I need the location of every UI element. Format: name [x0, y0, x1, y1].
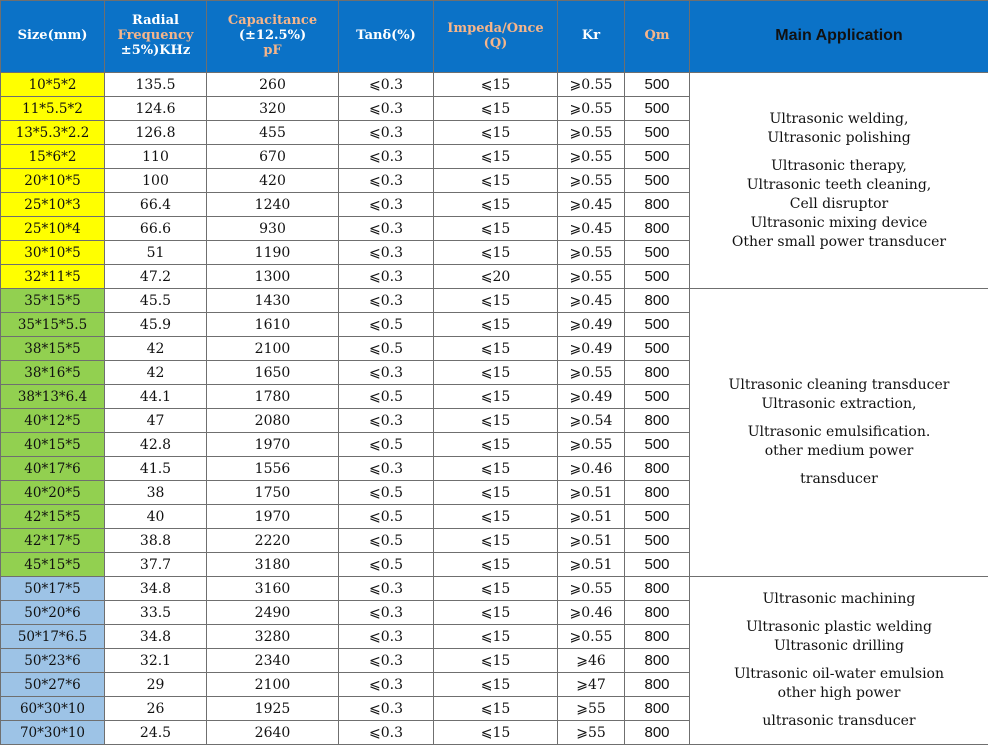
cell-cap: 1750: [207, 481, 339, 505]
application-spacer: [696, 703, 982, 712]
application-line: Ultrasonic cleaning transducer: [696, 376, 982, 395]
cell-kr: ⩾0.55: [558, 73, 625, 97]
cell-tan: ⩽0.3: [339, 601, 434, 625]
cell-size: 10*5*2: [1, 73, 105, 97]
cell-size: 50*23*6: [1, 649, 105, 673]
cell-cap: 1780: [207, 385, 339, 409]
cell-qm: 500: [625, 265, 690, 289]
cell-freq: 37.7: [105, 553, 207, 577]
cell-size: 45*15*5: [1, 553, 105, 577]
cell-cap: 2640: [207, 721, 339, 745]
cell-size: 50*27*6: [1, 673, 105, 697]
cell-tan: ⩽0.3: [339, 673, 434, 697]
cell-tan: ⩽0.5: [339, 385, 434, 409]
cell-kr: ⩾0.45: [558, 217, 625, 241]
cell-qm: 800: [625, 193, 690, 217]
cell-freq: 45.5: [105, 289, 207, 313]
cell-tan: ⩽0.3: [339, 265, 434, 289]
cell-size: 38*16*5: [1, 361, 105, 385]
cell-size: 35*15*5.5: [1, 313, 105, 337]
cell-imp: ⩽15: [434, 217, 558, 241]
cell-freq: 40: [105, 505, 207, 529]
cell-kr: ⩾0.51: [558, 529, 625, 553]
cell-kr: ⩾0.51: [558, 481, 625, 505]
application-cell: [690, 289, 988, 577]
cell-imp: ⩽15: [434, 193, 558, 217]
application-line: Ultrasonic machining: [696, 590, 982, 609]
cell-imp: ⩽15: [434, 601, 558, 625]
cell-tan: ⩽0.3: [339, 289, 434, 313]
cell-tan: ⩽0.3: [339, 145, 434, 169]
cell-tan: ⩽0.3: [339, 169, 434, 193]
header-row: [1, 1, 988, 73]
cell-tan: ⩽0.5: [339, 433, 434, 457]
cell-imp: ⩽15: [434, 649, 558, 673]
header-main-application: Main Application: [690, 1, 988, 73]
cell-kr: ⩾0.55: [558, 265, 625, 289]
cell-kr: ⩾0.55: [558, 241, 625, 265]
cell-size: 25*10*4: [1, 217, 105, 241]
cell-freq: 66.4: [105, 193, 207, 217]
cell-freq: 38.8: [105, 529, 207, 553]
cell-imp: ⩽15: [434, 577, 558, 601]
cell-tan: ⩽0.3: [339, 241, 434, 265]
cell-cap: 2100: [207, 673, 339, 697]
cell-kr: ⩾0.49: [558, 313, 625, 337]
cell-freq: 47.2: [105, 265, 207, 289]
cell-tan: ⩽0.3: [339, 721, 434, 745]
cell-size: 42*17*5: [1, 529, 105, 553]
header-impedance: [434, 1, 558, 73]
cell-tan: ⩽0.3: [339, 121, 434, 145]
cell-qm: 500: [625, 529, 690, 553]
application-spacer: [696, 656, 982, 665]
application-spacer: [696, 609, 982, 618]
cell-cap: 1650: [207, 361, 339, 385]
cell-cap: 1240: [207, 193, 339, 217]
cell-kr: ⩾0.51: [558, 505, 625, 529]
cell-freq: 38: [105, 481, 207, 505]
header-impedance-line2: (Q): [434, 37, 557, 52]
cell-cap: 2100: [207, 337, 339, 361]
cell-kr: ⩾0.55: [558, 625, 625, 649]
cell-cap: 670: [207, 145, 339, 169]
cell-tan: ⩽0.3: [339, 97, 434, 121]
cell-kr: ⩾0.46: [558, 601, 625, 625]
cell-size: 38*15*5: [1, 337, 105, 361]
cell-tan: ⩽0.5: [339, 529, 434, 553]
cell-qm: 500: [625, 145, 690, 169]
cell-freq: 100: [105, 169, 207, 193]
cell-imp: ⩽15: [434, 385, 558, 409]
cell-size: 40*17*6: [1, 457, 105, 481]
cell-tan: ⩽0.5: [339, 553, 434, 577]
cell-imp: ⩽15: [434, 313, 558, 337]
cell-kr: ⩾0.55: [558, 361, 625, 385]
application-spacer: [696, 148, 982, 157]
cell-cap: 1970: [207, 433, 339, 457]
cell-qm: 500: [625, 241, 690, 265]
cell-cap: 1610: [207, 313, 339, 337]
cell-freq: 42: [105, 337, 207, 361]
cell-size: 20*10*5: [1, 169, 105, 193]
application-line: Ultrasonic mixing device: [696, 214, 982, 233]
cell-cap: 3160: [207, 577, 339, 601]
table-row: [1, 577, 988, 601]
table-row: [1, 73, 988, 97]
cell-imp: ⩽15: [434, 169, 558, 193]
header-capacitance-line2: (±12.5%): [207, 29, 338, 44]
cell-kr: ⩾55: [558, 697, 625, 721]
cell-size: 13*5.3*2.2: [1, 121, 105, 145]
application-line: Ultrasonic extraction,: [696, 395, 982, 414]
header-frequency-line1: Radial: [105, 14, 206, 29]
cell-qm: 800: [625, 625, 690, 649]
cell-tan: ⩽0.5: [339, 337, 434, 361]
cell-cap: 455: [207, 121, 339, 145]
cell-freq: 34.8: [105, 577, 207, 601]
cell-size: 15*6*2: [1, 145, 105, 169]
cell-qm: 800: [625, 577, 690, 601]
application-line: Ultrasonic teeth cleaning,: [696, 176, 982, 195]
cell-tan: ⩽0.5: [339, 481, 434, 505]
cell-kr: ⩾0.45: [558, 193, 625, 217]
application-line: Ultrasonic welding,: [696, 110, 982, 129]
cell-freq: 42: [105, 361, 207, 385]
cell-kr: ⩾0.51: [558, 553, 625, 577]
cell-qm: 800: [625, 673, 690, 697]
cell-kr: ⩾0.55: [558, 577, 625, 601]
cell-qm: 800: [625, 649, 690, 673]
cell-qm: 800: [625, 361, 690, 385]
cell-qm: 500: [625, 313, 690, 337]
application-line: Ultrasonic oil-water emulsion: [696, 665, 982, 684]
cell-kr: ⩾0.55: [558, 145, 625, 169]
cell-qm: 500: [625, 121, 690, 145]
cell-tan: ⩽0.3: [339, 361, 434, 385]
cell-imp: ⩽15: [434, 241, 558, 265]
cell-size: 38*13*6.4: [1, 385, 105, 409]
cell-kr: ⩾47: [558, 673, 625, 697]
cell-imp: ⩽15: [434, 697, 558, 721]
cell-kr: ⩾55: [558, 721, 625, 745]
cell-freq: 135.5: [105, 73, 207, 97]
application-cell: [690, 577, 988, 745]
header-frequency-line2: Frequency: [105, 29, 206, 44]
cell-imp: ⩽15: [434, 673, 558, 697]
cell-imp: ⩽15: [434, 433, 558, 457]
cell-freq: 34.8: [105, 625, 207, 649]
cell-cap: 1190: [207, 241, 339, 265]
cell-cap: 320: [207, 97, 339, 121]
cell-size: 42*15*5: [1, 505, 105, 529]
cell-kr: ⩾46: [558, 649, 625, 673]
cell-cap: 2340: [207, 649, 339, 673]
cell-freq: 32.1: [105, 649, 207, 673]
application-line: other medium power: [696, 442, 982, 461]
cell-tan: ⩽0.3: [339, 193, 434, 217]
cell-size: 40*15*5: [1, 433, 105, 457]
cell-imp: ⩽15: [434, 337, 558, 361]
cell-tan: ⩽0.3: [339, 697, 434, 721]
table-body: [1, 73, 988, 745]
cell-imp: ⩽15: [434, 145, 558, 169]
cell-size: 50*20*6: [1, 601, 105, 625]
header-frequency: [105, 1, 207, 73]
cell-qm: 800: [625, 601, 690, 625]
cell-freq: 124.6: [105, 97, 207, 121]
header-tan-delta: Tanδ(%): [339, 1, 434, 73]
header-kr: Kr: [558, 1, 625, 73]
cell-size: 25*10*3: [1, 193, 105, 217]
cell-imp: ⩽20: [434, 265, 558, 289]
cell-size: 40*12*5: [1, 409, 105, 433]
cell-qm: 500: [625, 433, 690, 457]
cell-cap: 2490: [207, 601, 339, 625]
cell-tan: ⩽0.3: [339, 625, 434, 649]
application-line: Other small power transducer: [696, 233, 982, 252]
cell-freq: 45.9: [105, 313, 207, 337]
cell-qm: 500: [625, 169, 690, 193]
cell-imp: ⩽15: [434, 73, 558, 97]
cell-imp: ⩽15: [434, 529, 558, 553]
cell-qm: 500: [625, 385, 690, 409]
cell-qm: 500: [625, 97, 690, 121]
application-line: Cell disruptor: [696, 195, 982, 214]
table-header: [1, 1, 988, 73]
cell-size: 11*5.5*2: [1, 97, 105, 121]
cell-freq: 47: [105, 409, 207, 433]
cell-kr: ⩾0.54: [558, 409, 625, 433]
cell-tan: ⩽0.3: [339, 73, 434, 97]
cell-tan: ⩽0.3: [339, 217, 434, 241]
cell-qm: 800: [625, 457, 690, 481]
cell-size: 70*30*10: [1, 721, 105, 745]
cell-cap: 2220: [207, 529, 339, 553]
cell-cap: 1556: [207, 457, 339, 481]
cell-imp: ⩽15: [434, 553, 558, 577]
cell-freq: 29: [105, 673, 207, 697]
cell-freq: 110: [105, 145, 207, 169]
cell-imp: ⩽15: [434, 289, 558, 313]
cell-kr: ⩾0.45: [558, 289, 625, 313]
application-cell: [690, 73, 988, 289]
header-frequency-line3: ±5%)KHz: [105, 44, 206, 59]
application-spacer: [696, 461, 982, 470]
cell-freq: 24.5: [105, 721, 207, 745]
cell-tan: ⩽0.5: [339, 505, 434, 529]
header-capacitance: [207, 1, 339, 73]
cell-size: 35*15*5: [1, 289, 105, 313]
cell-kr: ⩾0.46: [558, 457, 625, 481]
cell-freq: 51: [105, 241, 207, 265]
cell-kr: ⩾0.55: [558, 97, 625, 121]
cell-freq: 66.6: [105, 217, 207, 241]
cell-imp: ⩽15: [434, 409, 558, 433]
cell-tan: ⩽0.3: [339, 457, 434, 481]
cell-imp: ⩽15: [434, 505, 558, 529]
cell-qm: 800: [625, 481, 690, 505]
application-spacer: [696, 414, 982, 423]
application-line: other high power: [696, 684, 982, 703]
cell-tan: ⩽0.5: [339, 313, 434, 337]
cell-cap: 1925: [207, 697, 339, 721]
cell-imp: ⩽15: [434, 457, 558, 481]
cell-freq: 33.5: [105, 601, 207, 625]
application-line: Ultrasonic emulsification.: [696, 423, 982, 442]
cell-freq: 26: [105, 697, 207, 721]
header-capacitance-line3: pF: [207, 44, 338, 59]
cell-qm: 500: [625, 337, 690, 361]
cell-imp: ⩽15: [434, 721, 558, 745]
cell-cap: 420: [207, 169, 339, 193]
table-row: [1, 289, 988, 313]
cell-cap: 1430: [207, 289, 339, 313]
cell-kr: ⩾0.49: [558, 385, 625, 409]
cell-cap: 260: [207, 73, 339, 97]
application-line: ultrasonic transducer: [696, 712, 982, 731]
cell-qm: 800: [625, 217, 690, 241]
header-size: Size(mm): [1, 1, 105, 73]
cell-kr: ⩾0.55: [558, 433, 625, 457]
cell-cap: 930: [207, 217, 339, 241]
cell-size: 32*11*5: [1, 265, 105, 289]
application-line: Ultrasonic plastic welding: [696, 618, 982, 637]
cell-size: 60*30*10: [1, 697, 105, 721]
header-qm: Qm: [625, 1, 690, 73]
cell-cap: 1970: [207, 505, 339, 529]
cell-tan: ⩽0.3: [339, 649, 434, 673]
application-line: Ultrasonic polishing: [696, 129, 982, 148]
cell-freq: 44.1: [105, 385, 207, 409]
cell-qm: 500: [625, 73, 690, 97]
cell-kr: ⩾0.55: [558, 121, 625, 145]
cell-kr: ⩾0.49: [558, 337, 625, 361]
cell-imp: ⩽15: [434, 121, 558, 145]
cell-qm: 800: [625, 409, 690, 433]
cell-imp: ⩽15: [434, 625, 558, 649]
cell-qm: 800: [625, 289, 690, 313]
cell-size: 50*17*5: [1, 577, 105, 601]
cell-imp: ⩽15: [434, 97, 558, 121]
cell-tan: ⩽0.3: [339, 577, 434, 601]
cell-imp: ⩽15: [434, 481, 558, 505]
cell-qm: 500: [625, 505, 690, 529]
cell-size: 30*10*5: [1, 241, 105, 265]
cell-kr: ⩾0.55: [558, 169, 625, 193]
application-line: transducer: [696, 470, 982, 489]
header-impedance-line1: Impeda/Once: [434, 22, 557, 37]
cell-qm: 800: [625, 697, 690, 721]
cell-cap: 2080: [207, 409, 339, 433]
cell-tan: ⩽0.3: [339, 409, 434, 433]
cell-qm: 500: [625, 553, 690, 577]
cell-size: 50*17*6.5: [1, 625, 105, 649]
cell-freq: 41.5: [105, 457, 207, 481]
cell-cap: 1300: [207, 265, 339, 289]
header-capacitance-line1: Capacitance: [207, 14, 338, 29]
cell-cap: 3280: [207, 625, 339, 649]
cell-qm: 800: [625, 721, 690, 745]
application-line: Ultrasonic therapy,: [696, 157, 982, 176]
cell-freq: 42.8: [105, 433, 207, 457]
cell-cap: 3180: [207, 553, 339, 577]
cell-freq: 126.8: [105, 121, 207, 145]
cell-imp: ⩽15: [434, 361, 558, 385]
cell-size: 40*20*5: [1, 481, 105, 505]
application-line: Ultrasonic drilling: [696, 637, 982, 656]
